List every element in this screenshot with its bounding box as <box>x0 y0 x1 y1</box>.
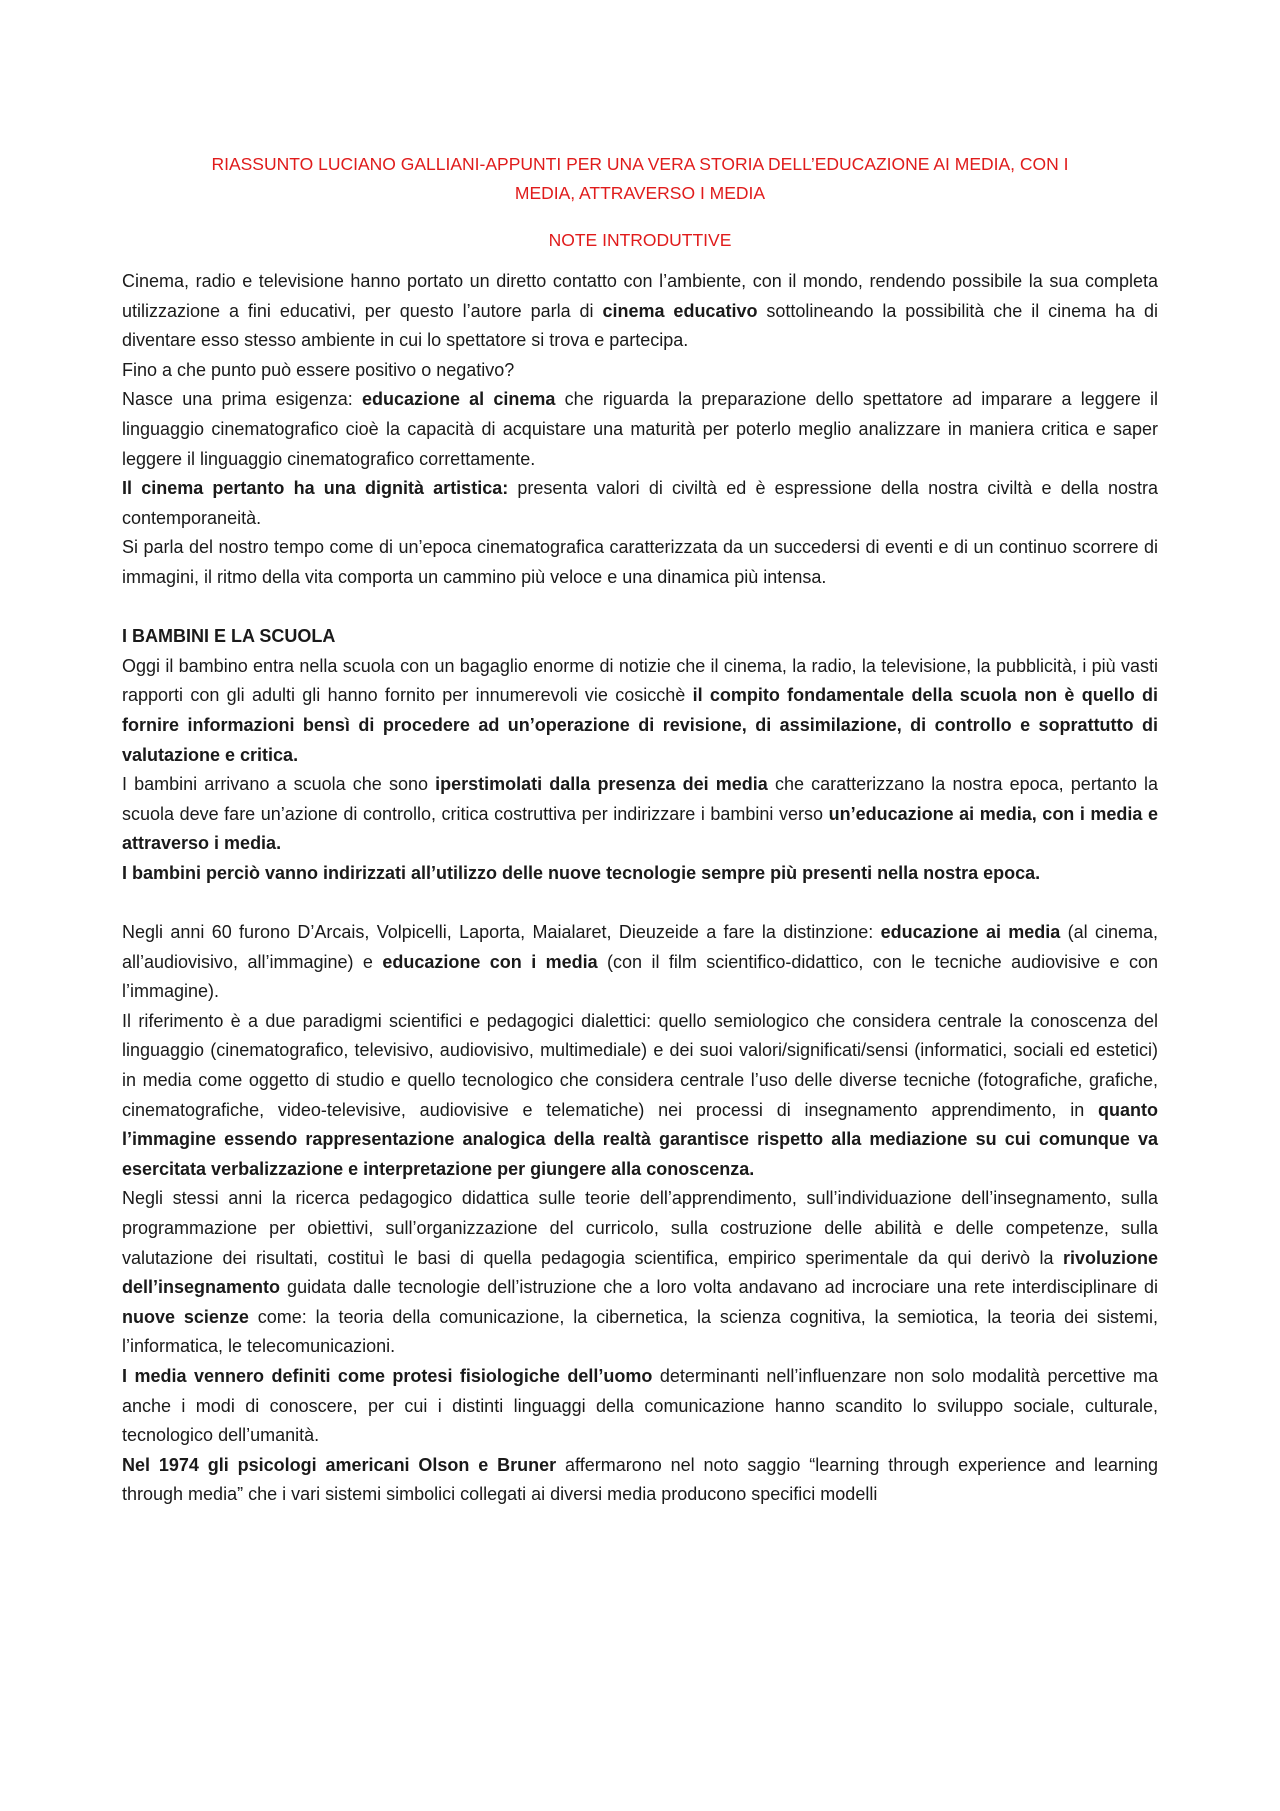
paragraph: Negli anni 60 furono D’Arcais, Volpicelli, Laporta, Maialaret, Dieuzeide a fare la distinzione: educazione ai media (al cinema, all’audiovisivo, all’immagine) e educazione con i media (con il film scientifico-didattico, con le tecniche audiovisive e con l’immagine). <box>122 922 1158 1002</box>
document-page <box>122 150 1158 1510</box>
paragraph: Oggi il bambino entra nella scuola con un bagaglio enorme di notizie che il cinema, la radio, la televisione, la pubblicità, i più vasti rapporti con gli adulti gli hanno fornito per innumerevoli vie cosicchè il compito fondamentale della scuola non è quello di fornire informazioni bensì di procedere ad un’operazione di revisione, di assimilazione, di controllo e soprattutto di valutazione e critica. <box>122 655 1158 765</box>
paragraph: I bambini arrivano a scuola che sono iperstimolati dalla presenza dei media che caratterizzano la nostra epoca, pertanto la scuola deve fare un’azione di controllo, critica costruttiva per indirizzare i bambini verso un’educazione ai media, con i media e attraverso i media. <box>122 774 1159 854</box>
title-line-2: MEDIA, ATTRAVERSO I MEDIA <box>514 183 766 203</box>
paragraph: Il riferimento è a due paradigmi scientifici e pedagogici dialettici: quello semiologico che considera centrale la conoscenza del linguaggio (cinematografico, televisivo, audiovisivo, multimediale) e dei suoi valori/significati/sensi (informatici, sociali ed estetici) in media come oggetto di studio e quello tecnologico che considera centrale l’uso delle diverse tecniche (fotografiche, grafiche, cinematografiche, video-televisive, audiovisive e telematiche) nei processi di insegnamento apprendimento, in quanto l’immagine essendo rappresentazione analogica della realtà garantisce rispetto alla mediazione su cui comunque va esercitata verbalizzazione e interpretazione per giungere alla conoscenza. <box>122 1010 1158 1179</box>
spacer <box>122 593 1158 623</box>
document-title <box>122 150 1158 208</box>
paragraph: Il cinema pertanto ha una dignità artistica: presenta valori di civiltà ed è espressione della nostra civiltà e della nostra contemporaneità. <box>122 478 1158 528</box>
paragraph: Negli stessi anni la ricerca pedagogico didattica sulle teorie dell’apprendimento, sull’individuazione dell’insegnamento, sulla programmazione per obiettivi, sull’organizzazione del curricolo, sulla costruzione delle abilità e delle competenze, sulla valutazione dei risultati, costituì le basi di quella pedagogia scientifica, empirico sperimentale da qui derivò la rivoluzione dell’insegnamento guidata dalle tecnologie dell’istruzione che a loro volta andavano ad incrociare una rete interdisciplinare di nuove scienze come: la teoria della comunicazione, la cibernetica, la scienza cognitiva, la semiotica, la teoria dei sistemi, l’informatica, le telecomunicazioni. <box>122 1188 1159 1357</box>
paragraph: Si parla del nostro tempo come di un’epoca cinematografica caratterizzata da un succedersi di eventi e di un continuo scorrere di immagini, il ritmo della vita comporta un cammino più veloce e una dinamica più intensa. <box>122 537 1158 587</box>
paragraph: I media vennero definiti come protesi fisiologiche dell’uomo determinanti nell’influenzare non solo modalità percettive ma anche i modi di conoscere, per cui i distinti linguaggi della comunicazione hanno scandito lo sviluppo sociale, culturale, tecnologico dell’umanità. <box>122 1365 1158 1446</box>
paragraph: Cinema, radio e televisione hanno portato un diretto contatto con l’ambiente, con il mondo, rendendo possibile la sua completa utilizzazione a fini educativi, per questo l’autore parla di cinema educativo sottolineando la possibilità che il cinema ha di diventare esso stesso ambiente in cui lo spettatore si trova e partecipa. <box>122 271 1158 351</box>
paragraph: Nasce una prima esigenza: educazione al cinema che riguarda la preparazione dello spettatore ad imparare a leggere il linguaggio cinematografico cioè la capacità di acquistare una maturità per poterlo meglio analizzare in maniera critica e saper leggere il linguaggio cinematografico correttamente. <box>122 389 1158 469</box>
section-heading: I BAMBINI E LA SCUOLA <box>122 626 336 647</box>
paragraph: Fino a che punto può essere positivo o negativo? <box>122 359 515 380</box>
section-title-introduction: NOTE INTRODUTTIVE <box>548 230 732 250</box>
paragraph: Nel 1974 gli psicologi americani Olson e Bruner affermarono nel noto saggio “learning through experience and learning through media” che i vari sistemi simbolici collegati ai diversi media producono specifici modelli <box>122 1454 1158 1505</box>
spacer <box>122 888 1158 918</box>
title-line-1: RIASSUNTO LUCIANO GALLIANI-APPUNTI PER UNA VERA STORIA DELL’EDUCAZIONE AI MEDIA, CON I <box>211 154 1069 174</box>
paragraph: I bambini perciò vanno indirizzati all’utilizzo delle nuove tecnologie sempre più presenti nella nostra epoca. <box>122 862 1041 883</box>
